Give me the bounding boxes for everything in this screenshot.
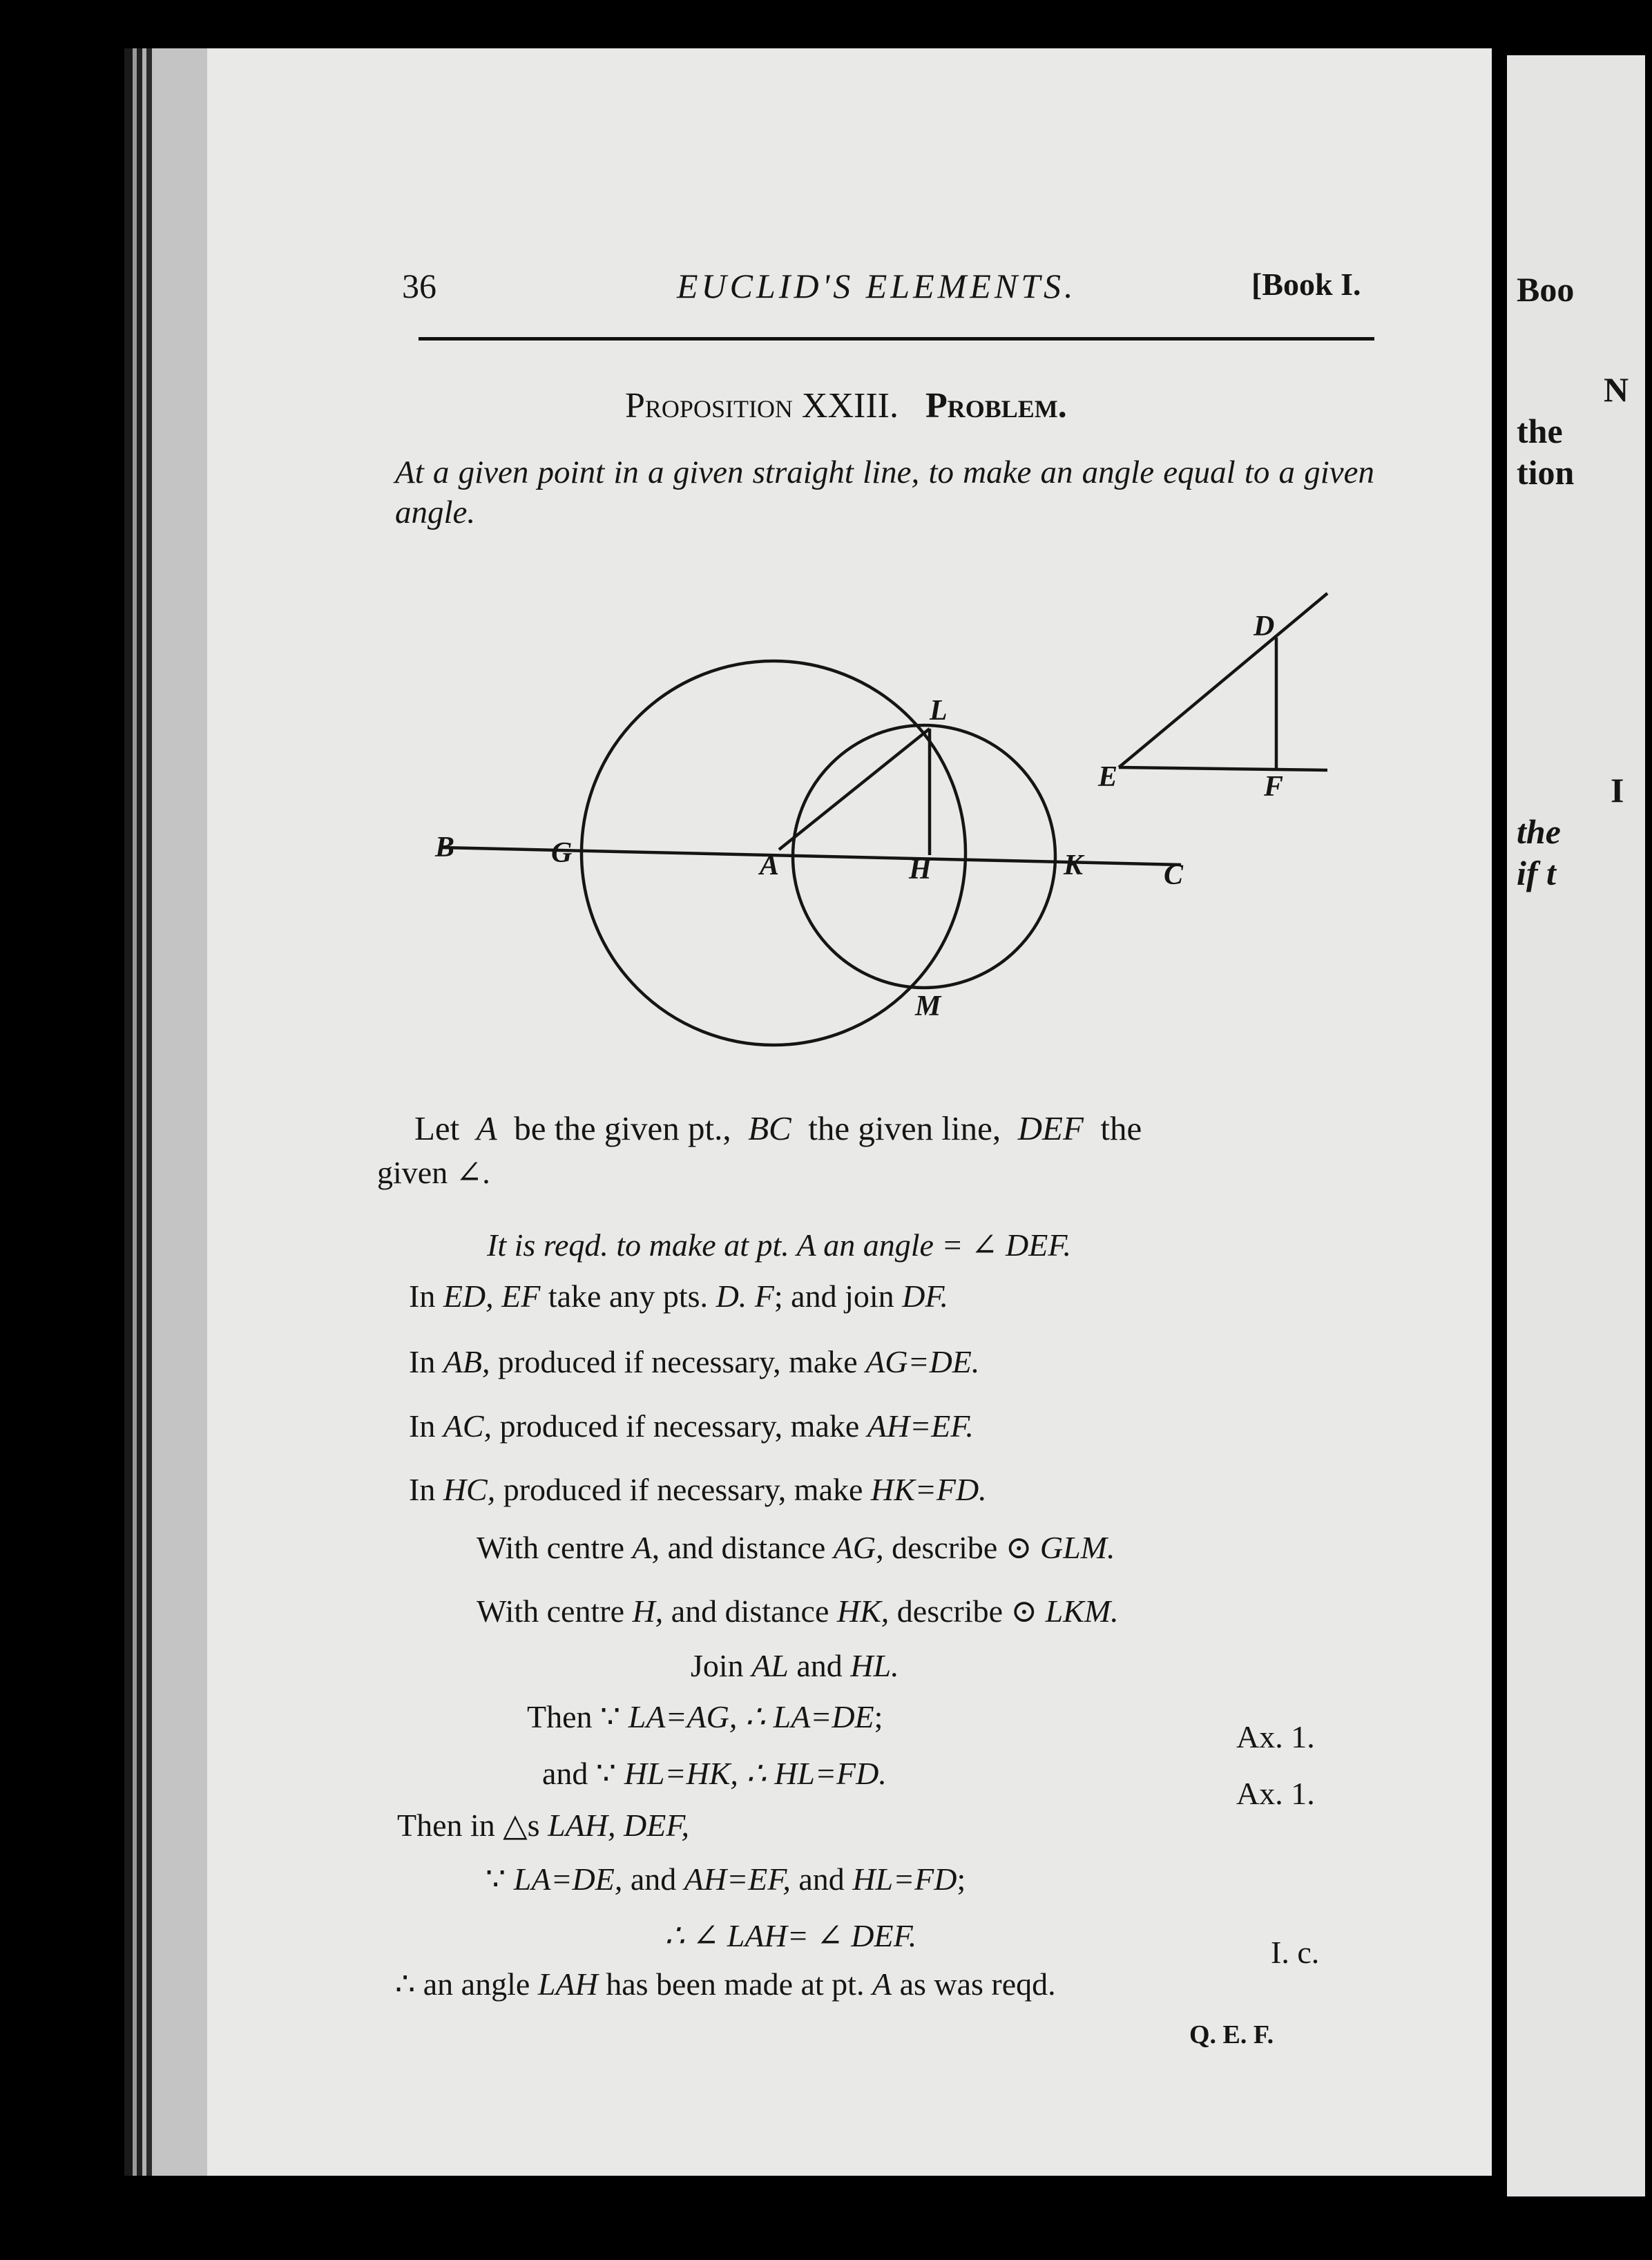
label-g: G — [551, 837, 573, 869]
label-a: A — [760, 850, 780, 881]
proposition-title — [625, 385, 1067, 426]
facing-text: the — [1517, 812, 1561, 851]
facing-text: the — [1517, 412, 1563, 450]
proof-line: In ED, EF take any pts. D. F; and join DF. — [409, 1279, 949, 1314]
proof-line: With centre A, and distance AG, describe ⊙ GLM. — [477, 1530, 1115, 1565]
label-e: E — [1098, 761, 1118, 793]
proof-line: It is reqd. to make at pt. A an angle = ∠ DEF. — [487, 1227, 1071, 1263]
book-spine-edge — [124, 48, 207, 2176]
proof-line: and ∵ HL=HK, ∴ HL=FD. — [542, 1756, 887, 1791]
proof-line: Then ∵ LA=AG, ∴ LA=DE; — [527, 1699, 883, 1734]
book-label: [Book I. — [1251, 267, 1361, 302]
proof-line: Then in △s LAH, DEF, — [397, 1808, 689, 1843]
proof-line: In AC, produced if necessary, make AH=EF. — [409, 1408, 974, 1444]
label-b: B — [435, 832, 455, 863]
label-h: H — [909, 854, 932, 885]
reference-ax1: Ax. 1. — [1236, 1719, 1315, 1754]
label-m: M — [915, 990, 941, 1022]
reference-ax1: Ax. 1. — [1236, 1776, 1315, 1811]
reference-ic: I. c. — [1271, 1935, 1320, 1970]
facing-text: if t — [1517, 854, 1556, 892]
enunciation: At a given point in a given straight line, to make an angle equal to a given angle. — [395, 454, 1374, 530]
line-ed — [1119, 593, 1327, 767]
running-title: EUCLID'S ELEMENTS. — [677, 267, 1077, 305]
proof-line: In HC, produced if necessary, make HK=FD. — [409, 1472, 987, 1507]
facing-text: N — [1604, 370, 1629, 409]
proof-line: ∴ ∠ LAH= ∠ DEF. — [664, 1918, 917, 1953]
facing-text: tion — [1517, 453, 1575, 492]
label-d: D — [1254, 611, 1275, 642]
page-number: 36 — [402, 267, 436, 305]
qef-mark: Q. E. F. — [1189, 2020, 1274, 2049]
label-k: K — [1064, 850, 1084, 881]
facing-page-fragment — [1507, 55, 1645, 2196]
proof-line: Let A be the given pt., BC the given line, DEF the — [414, 1109, 1142, 1147]
line-ef — [1119, 767, 1327, 770]
proof-line: With centre H, and distance HK, describe ⊙ LKM. — [477, 1593, 1119, 1629]
proof-line: given ∠. — [377, 1155, 490, 1190]
proposition-kind: Problem. — [925, 386, 1067, 425]
facing-text: Boo — [1517, 270, 1575, 309]
facing-text: I — [1611, 771, 1624, 810]
label-f: F — [1264, 771, 1284, 803]
geometric-figure — [387, 566, 1354, 1064]
proof-line: Join AL and HL. — [691, 1648, 899, 1683]
proof-line: In AB, produced if necessary, make AG=DE. — [409, 1344, 980, 1379]
proof-line: ∵ LA=DE, and AH=EF, and HL=FD; — [486, 1861, 966, 1897]
proposition-number: Proposition XXIII. — [625, 386, 899, 425]
label-l: L — [930, 695, 948, 727]
proof-line: ∴ an angle LAH has been made at pt. A as was reqd. — [395, 1966, 1056, 2002]
label-c: C — [1164, 859, 1184, 891]
header-rule — [419, 337, 1374, 341]
